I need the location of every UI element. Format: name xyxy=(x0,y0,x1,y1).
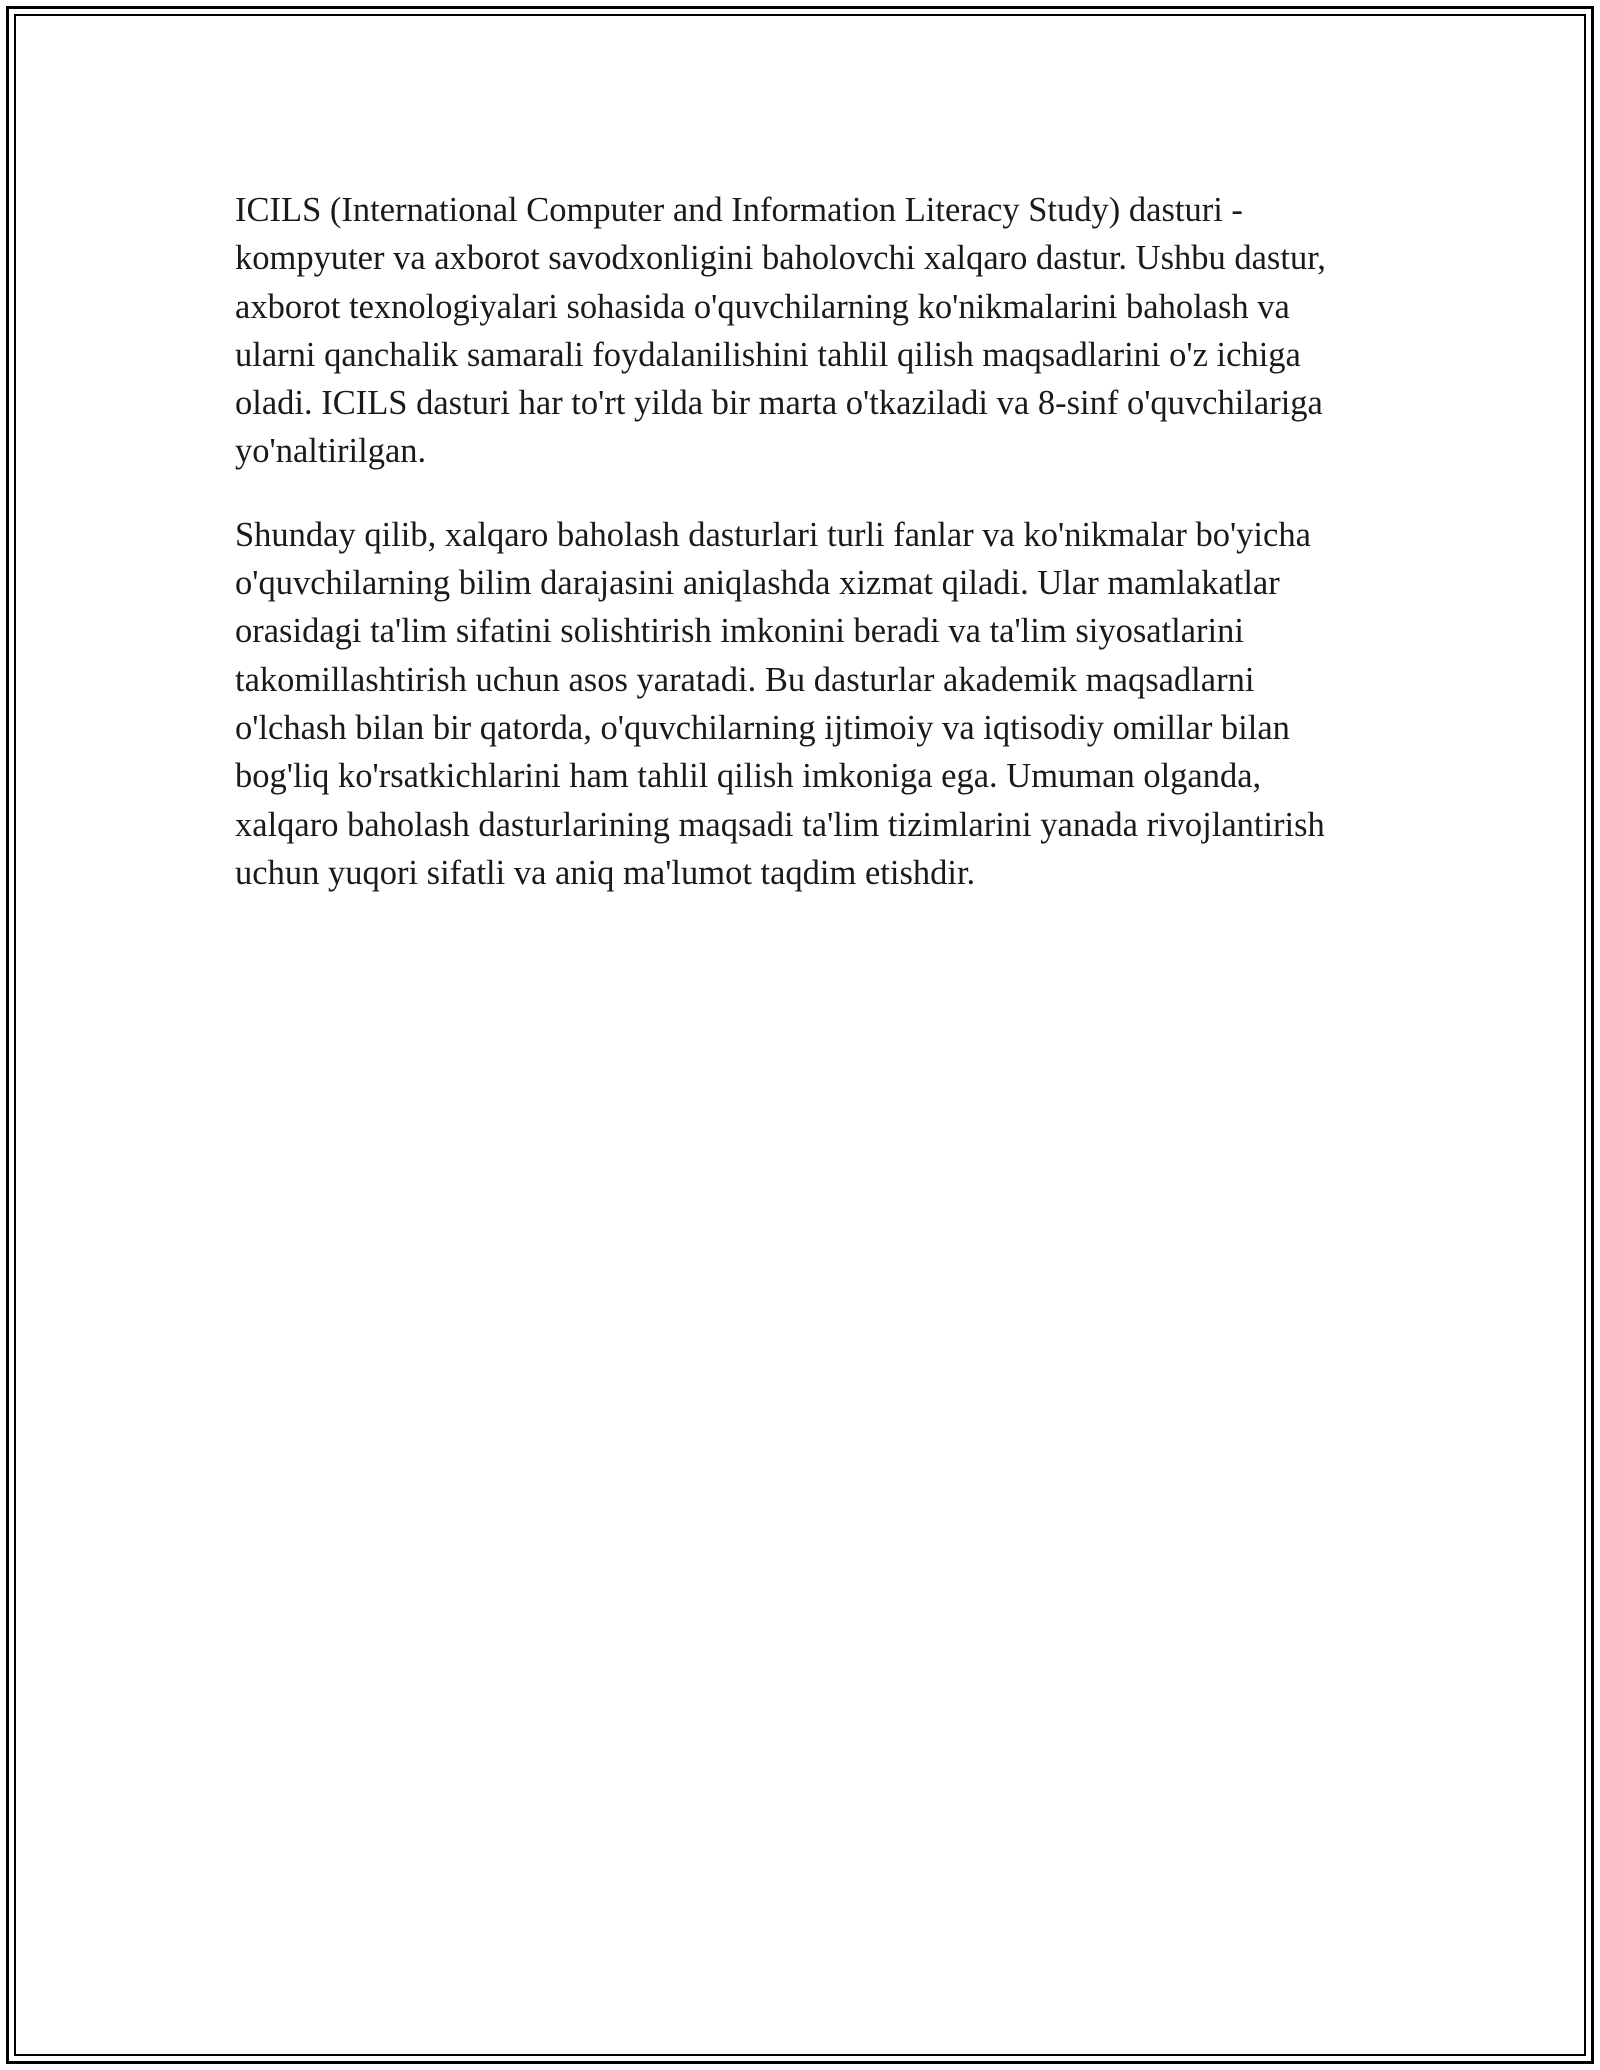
paragraph-summary: Shunday qilib, xalqaro baholash dasturlari turli fanlar va ko'nikmalar bo'yicha o'quvchilarning bilim darajasini aniqlashda xizmat qiladi. Ular mamlakatlar orasidagi ta'lim sifatini solishtirish imkonini beradi va ta'lim siyosatlarini takomillashtirish uchun asos yaratadi. Bu dasturlar akademik maqsadlarni o'lchash bilan bir qatorda, o'quvchilarning ijtimoiy va iqtisodiy omillar bilan bog'liq ko'rsatkichlarini ham tahlil qilish imkoniga ega. Umuman olganda, xalqaro baholash dasturlarining maqsadi ta'lim tizimlarini yanada rivojlantirish uchun yuqori sifatli va aniq ma'lumot taqdim etishdir. xyxy=(235,515,1325,892)
paragraph-icils: ICILS (International Computer and Information Literacy Study) dasturi - kompyuter va axborot savodxonligini baholovchi xalqaro dastur. Ushbu dastur, axborot texnologiyalari sohasida o'quvchilarning ko'nikmalarini baholash va ularni qanchalik samarali foydalanilishini tahlil qilish maqsadlarini o'z ichiga oladi. ICILS dasturi har to'rt yilda bir marta o'tkaziladi va 8-sinf o'quvchilariga yo'naltirilgan. xyxy=(235,191,1326,471)
document-body xyxy=(235,186,1365,932)
